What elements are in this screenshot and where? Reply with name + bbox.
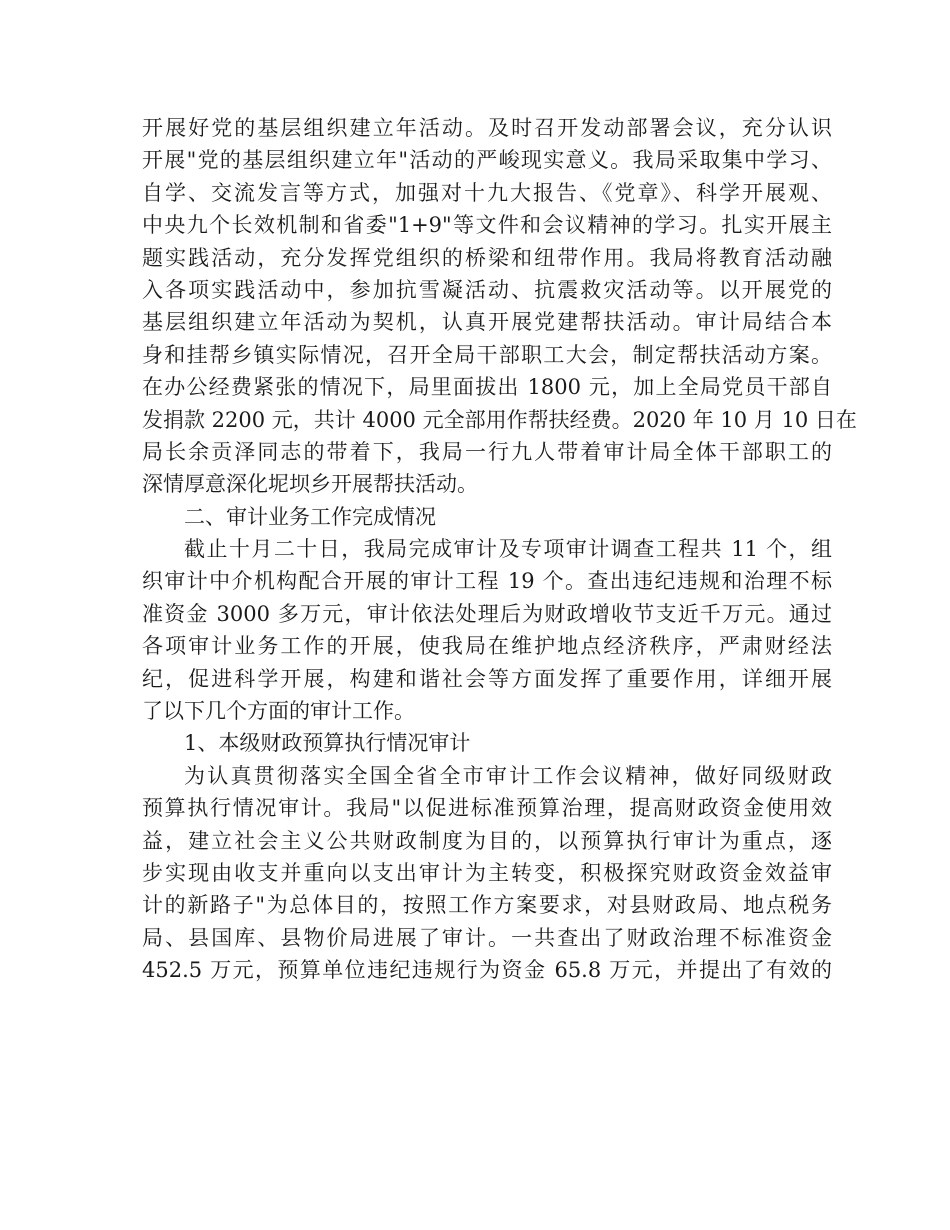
document-page (142, 112, 857, 987)
paragraph-budget-audit (142, 760, 832, 987)
text-line: 了以下几个方面的审计工作。 (142, 699, 415, 724)
text-line: 基层组织建立年活动为契机，认真开展党建帮扶活动。审计局结合本 (142, 310, 832, 335)
paragraph-audit-summary (142, 533, 832, 727)
text-line: 深情厚意深化坭坝乡开展帮扶活动。 (142, 472, 478, 497)
text-line: 局、县国库、县物价局进展了审计。一共查出了财政治理不标准资金 (142, 925, 832, 950)
text-line: 预算执行情况审计。我局"以促进标准预算治理，提高财政资金使用效 (142, 796, 832, 821)
paragraph-party-building (142, 112, 857, 501)
text-line: 题实践活动，充分发挥党组织的桥梁和纽带作用。我局将教育活动融 (142, 245, 832, 270)
text-line: 计的新路子"为总体目的，按照工作方案要求，对县财政局、地点税务 (142, 893, 832, 918)
text-line: 益，建立社会主义公共财政制度为目的，以预算执行审计为重点，逐 (142, 828, 832, 853)
text-line: 纪，促进科学开展，构建和谐社会等方面发挥了重要作用，详细开展 (142, 666, 832, 691)
text-line: 自学、交流发言等方式，加强对十九大报告、《党章》、科学开展观、 (142, 180, 832, 205)
text-line: 准资金 3000 多万元，审计依法处理后为财政增收节支近千万元。通过 (142, 601, 832, 626)
text-line: 各项审计业务工作的开展，使我局在维护地点经济秩序，严肃财经法 (142, 634, 832, 659)
text-line: 发捐款 2200 元，共计 4000 元全部用作帮扶经费。2020 年 10 月 10 日在 (142, 407, 857, 432)
text-line: 步实现由收支并重向以支出审计为主转变，积极探究财政资金效益审 (142, 860, 832, 885)
text-line: 织审计中介机构配合开展的审计工程 19 个。查出违纪违规和治理不标 (142, 569, 832, 594)
text-line: 身和挂帮乡镇实际情况，召开全局干部职工大会，制定帮扶活动方案。 (142, 342, 832, 367)
section-heading-audit-work (142, 501, 832, 533)
section-heading: 二、审计业务工作完成情况 (184, 504, 436, 529)
text-line: 开展好党的基层组织建立年活动。及时召开发动部署会议，充分认识 (142, 116, 832, 140)
text-line: 局长余贡泽同志的带着下，我局一行九人带着审计局全体干部职工的 (142, 439, 832, 464)
text-line: 开展"党的基层组织建立年"活动的严峻现实意义。我局采取集中学习、 (142, 148, 832, 173)
text-line: 在办公经费紧张的情况下，局里面拔出 1800 元，加上全局党员干部自 (142, 375, 832, 400)
text-line: 入各项实践活动中，参加抗雪凝活动、抗震救灾活动等。以开展党的 (142, 277, 832, 302)
subsection-heading: 1、本级财政预算执行情况审计 (184, 731, 471, 756)
text-line: 中央九个长效机制和省委"1+9"等文件和会议精神的学习。扎实开展主 (142, 213, 832, 238)
text-line: 452.5 万元，预算单位违纪违规行为资金 65.8 万元，并提出了有效的 (142, 958, 832, 983)
text-line: 为认真贯彻落实全国全省全市审计工作会议精神，做好同级财政 (184, 763, 832, 788)
subsection-heading-budget-audit (142, 727, 832, 759)
text-line: 截止十月二十日，我局完成审计及专项审计调查工程共 11 个，组 (184, 537, 832, 562)
